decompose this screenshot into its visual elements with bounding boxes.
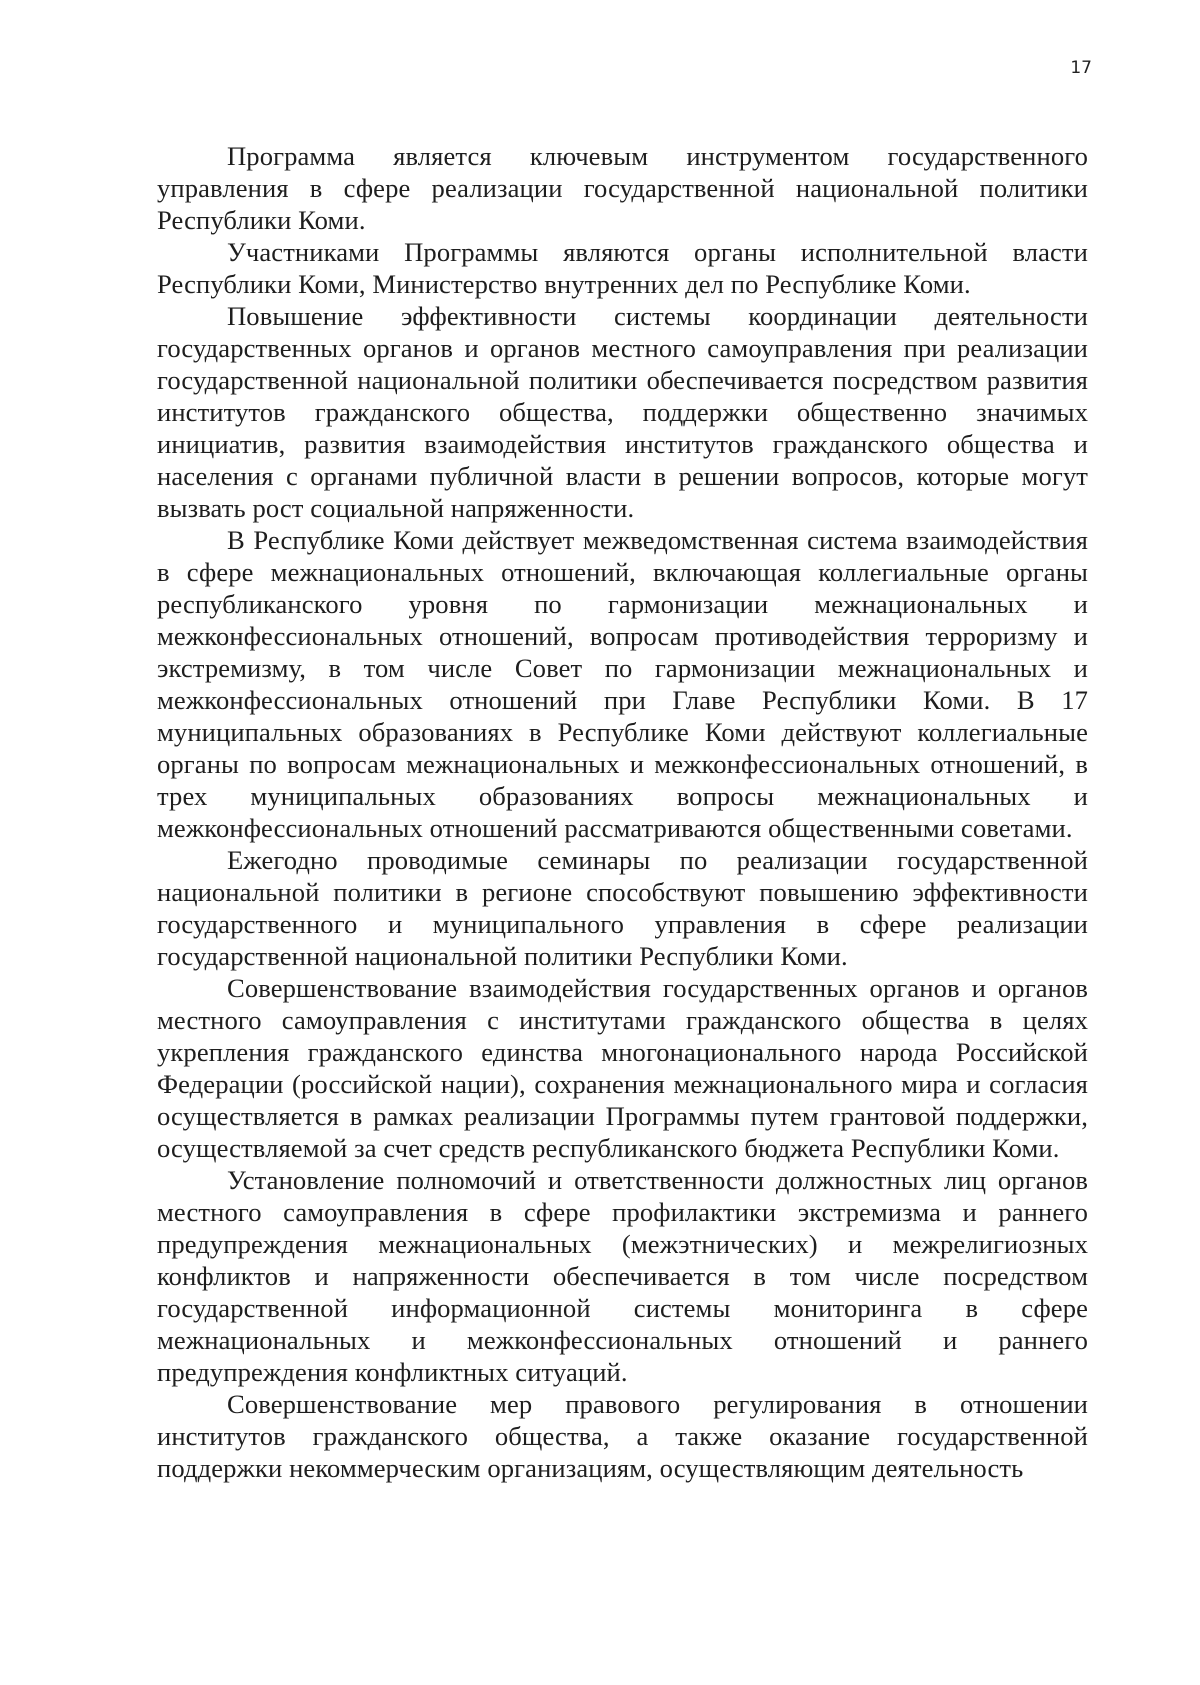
paragraph: Совершенствование мер правового регулирования в отношении институтов гражданского общества, а также оказание государственной поддержки некоммерческим организациям, осуществляющим деятельность bbox=[157, 1389, 1088, 1483]
paragraph: Участниками Программы являются органы исполнительной власти Республики Коми, Министерство внутренних дел по Республике Коми. bbox=[157, 237, 1088, 299]
paragraph: Программа является ключевым инструментом государственного управления в сфере реализации государственной национальной политики Республики Коми. bbox=[157, 141, 1088, 235]
page-number: 17 bbox=[1070, 58, 1092, 78]
document-body bbox=[157, 140, 1088, 1484]
paragraph: В Республике Коми действует межведомственная система взаимодействия в сфере межнациональных отношений, включающая коллегиальные органы республиканского уровня по гармонизации межнациональных и межконфессиональных отношений, вопросам противодействия терроризму и экстремизму, в том числе Совет по гармонизации межнациональных и межконфессиональных отношений при Главе Республики Коми. В 17 муниципальных образованиях в Республике Коми действуют коллегиальные органы по вопросам межнациональных и межконфессиональных отношений, в трех муниципальных образованиях вопросы межнациональных и межконфессиональных отношений рассматриваются общественными советами. bbox=[157, 525, 1088, 843]
paragraph: Совершенствование взаимодействия государственных органов и органов местного самоуправления с институтами гражданского общества в целях укрепления гражданского единства многонационального народа Российской Федерации (российской нации), сохранения межнационального мира и согласия осуществляется в рамках реализации Программы путем грантовой поддержки, осуществляемой за счет средств республиканского бюджета Республики Коми. bbox=[157, 973, 1088, 1163]
paragraph: Ежегодно проводимые семинары по реализации государственной национальной политики в регионе способствуют повышению эффективности государственного и муниципального управления в сфере реализации государственной национальной политики Республики Коми. bbox=[157, 845, 1088, 971]
paragraph: Установление полномочий и ответственности должностных лиц органов местного самоуправления в сфере профилактики экстремизма и раннего предупреждения межнациональных (межэтнических) и межрелигиозных конфликтов и напряженности обеспечивается в том числе посредством государственной информационной системы мониторинга в сфере межнациональных и межконфессиональных отношений и раннего предупреждения конфликтных ситуаций. bbox=[157, 1165, 1088, 1387]
paragraph: Повышение эффективности системы координации деятельности государственных органов и органов местного самоуправления при реализации государственной национальной политики обеспечивается посредством развития институтов гражданского общества, поддержки общественно значимых инициатив, развития взаимодействия институтов гражданского общества и населения с органами публичной власти в решении вопросов, которые могут вызвать рост социальной напряженности. bbox=[157, 301, 1088, 523]
